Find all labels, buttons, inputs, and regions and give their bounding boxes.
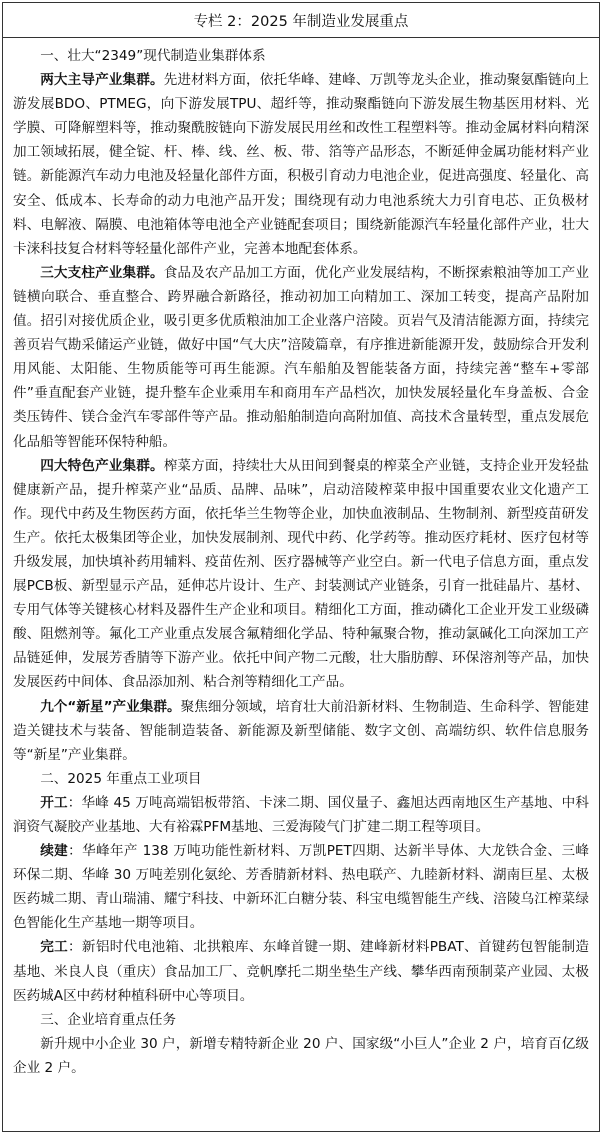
column-title-bar bbox=[3, 3, 599, 38]
paragraph-lead: 完工 bbox=[40, 939, 69, 956]
paragraph-lead: 四大特色产业集群。 bbox=[40, 457, 164, 474]
section-2-paragraph-1 bbox=[13, 791, 589, 839]
column-box bbox=[2, 2, 600, 1132]
section-1-heading: 一、壮大“2349”现代制造业集群体系 bbox=[40, 48, 266, 64]
paragraph-text: 榨菜方面，持续壮大从田间到餐桌的榨菜全产业链，支持企业开发轻盐健康新产品，提升榨菜产业“品质、品牌、品味”，启动涪陵榨菜申报中国重要农业文化遗产工作。现代中药及生物医药方面，依托华兰生物等企业，加快血液制品、生物制剂、新型疫苗研发生产。依托太极集团等企业，加快发展制剂、现代中药、化学药等。推动医疗耗材、医疗包材等升级发展，加快填补药用辅料、疫苗佐剂、医疗器械等产业空白。新一代电子信息方面，重点发展PCB板、新型显示产品，延伸芯片设计、生产、封装测试产业链条，引育一批硅晶片、基材、专用气体等关键核心材料及器件生产企业和项目。精细化工方面，推动磷化工企业开发工业级磷酸、阻燃剂等。氟化工产业重点发展含氟精细化学品、特种氟聚合物，推动氯碱化工向深加工产品链延伸，发展芳香腈等下游产业。依托中间产物二元酸，壮大脂肪醇、环保溶剂等产品，加快发展医药中间体、食品添加剂、粘合剂等精细化工产品。 bbox=[13, 457, 590, 691]
paragraph-text: 先进材料方面，依托华峰、建峰、万凯等龙头企业，推动聚氨酯链向上游发展BDO、PTMEG，向下游发展TPU、超纤等，推动聚酯链向下游发展生物基医用材料、光学膜、可降解塑料等，推动聚酰胺链向下游发展民用丝和改性工程塑料等。推动金属材料向精深加工领域拓展，健全锭、杆、棒、线、丝、板、带、箔等产品形态，不断延伸金属功能材料产业链。新能源汽车动力电池及轻量化部件方面，积极引育动力电池企业，促进高强度、轻量化、高安全、低成本、长寿命的动力电池产品开发；围绕现有动力电池系统大力引育电芯、正负极材料、电解液、隔膜、电池箱体等电池全产业链配套项目；围绕新能源汽车轻量化部件产业，壮大卡涞科技复合材料等轻量化部件产业，完善本地配套体系。 bbox=[13, 72, 590, 257]
section-3-heading: 三、企业培育重点任务 bbox=[40, 1011, 177, 1028]
section-1-paragraph-3 bbox=[13, 454, 589, 695]
section-2-paragraph-2 bbox=[13, 839, 589, 935]
column-title: 专栏 2：2025 年制造业发展重点 bbox=[193, 13, 409, 30]
paragraph-text: 新升规中小企业 30 户，新增专精特新企业 20 户、国家级“小巨人”企业 2 户，培育百亿级企业 2 户。 bbox=[13, 1035, 589, 1076]
section-2-heading: 二、2025 年重点工业项目 bbox=[40, 770, 202, 787]
section-1-paragraph-4 bbox=[13, 695, 589, 767]
paragraph-text: ：新铝时代电池箱、北拱粮库、东峰首键一期、建峰新材料PBAT、首键药包智能制造基地、米良人良（重庆）食品加工厂、竞帆摩托二期坐垫生产线、攀华西南预制菜产业园、太极医药城A区中药材种植科研中心等项目。 bbox=[13, 939, 589, 1004]
column-content bbox=[3, 38, 599, 1080]
paragraph-lead: 开工 bbox=[40, 794, 68, 811]
section-3-paragraph-1 bbox=[13, 1032, 589, 1080]
section-1-paragraph-2 bbox=[13, 261, 589, 454]
section-2-paragraph-3 bbox=[13, 935, 589, 1007]
paragraph-lead: 续建 bbox=[40, 843, 69, 860]
paragraph-text: 聚焦细分领域，培育壮大前沿新材料、生物制造、生命科学、智能建造关键技术与装备、智能制造装备、新能源及新型储能、数字文创、高端纺织、软件信息服务等“新星”产业集群。 bbox=[13, 698, 590, 763]
paragraph-lead: 九个“新星”产业集群。 bbox=[40, 698, 181, 715]
paragraph-lead: 两大主导产业集群。 bbox=[40, 72, 164, 89]
section-1-paragraph-1 bbox=[13, 68, 589, 261]
paragraph-text: ：华峰年产 138 万吨功能性新材料、万凯PET四期、达新半导体、大龙铁合金、三峰环保二期、华峰 30 万吨差别化氨纶、芳香腈新材料、热电联产、九睦新材料、湖南巨星、太极医药城二期、青山瑞浦、耀宁科技、中新环汇白糖分装、科宝电缆智能生产线、涪陵乌江榨菜绿色智能化生产基地一期等项目。 bbox=[13, 843, 590, 932]
paragraph-lead: 三大支柱产业集群。 bbox=[40, 264, 164, 281]
paragraph-text: 食品及农产品加工方面，优化产业发展结构，不断探索粮油等加工产业链横向联合、垂直整合、跨界融合新路径，推动初加工向精加工、深加工转变，提高产品附加值。招引对接优质企业，吸引更多优质粮油加工企业落户涪陵。页岩气及清洁能源方面，持续完善页岩气勘采储运产业链，做好中国“气大庆”涪陵篇章，有序推进新能源开发，鼓励综合开发利用风能、太阳能、生物质能等可再生能源。汽车船舶及智能装备方面，持续完善“整车+零部件”垂直配套产业链，提升整车企业乘用车和商用车产品档次，加快发展轻量化车身盖板、合金类压铸件、镁合金汽车零部件等产品。推动船舶制造向高附加值、高技术含量转型，重点发展危化品船等智能环保特种船。 bbox=[13, 264, 590, 450]
paragraph-text: ：华峰 45 万吨高端铝板带箔、卡涞二期、国仪量子、鑫旭达西南地区生产基地、中科润资气凝胶产业基地、大有裕霖PFM基地、三爱海陵气门扩建二期工程等项目。 bbox=[13, 794, 590, 835]
